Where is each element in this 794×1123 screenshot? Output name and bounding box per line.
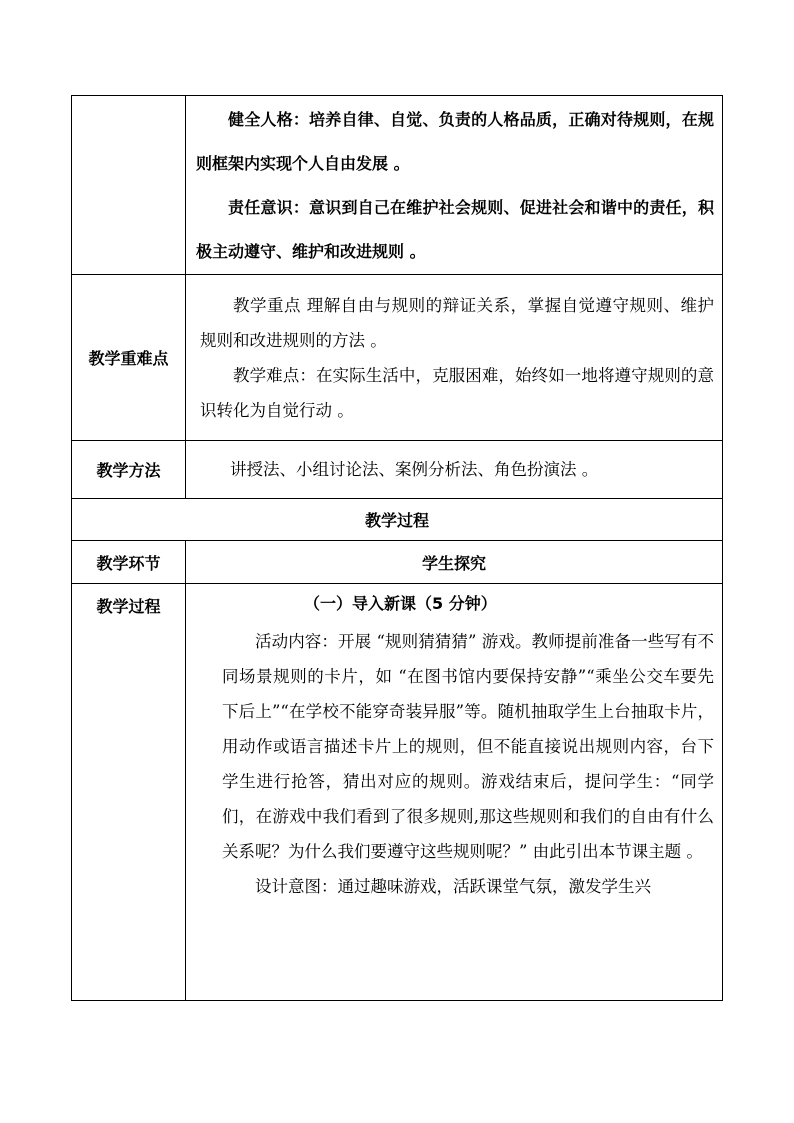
methods-label: 教学方法 — [72, 441, 186, 499]
key-difficulty-paragraph: 教学难点：在实际生活中，克服困难，始终如一地将遵守规则的意识转化为自觉行动 。 — [200, 365, 714, 420]
design-paragraph: 设计意图：通过趣味游戏，活跃课堂气氛，激发学生兴 — [255, 877, 651, 896]
activity-paragraph: 活动内容：开展 “规则猜猜猜” 游戏。教师提前准备一些写有不同场景规则的卡片，如 “在图书馆内要保持安静”“乘坐公交车要先下后上”“在学校不能穿奇装异服”等。随机抽取学生上台抽取卡片，用动作或语言描述卡片上的规则，但不能直接说出规则内容，台下学生进行抢答，猜出对应的规则。游戏结束后，提问学生：“同学们，在游戏中我们看到了很多规则,那这些规则和我们的自由有什么关系呢？为什么我们要遵守这些规则呢？” 由此引出本节课主题 。 — [222, 632, 714, 861]
key-focus-paragraph: 教学重点 理解自由与规则的辩证关系，掌握自觉遵守规则、维护规则和改进规则的方法 。 — [200, 295, 714, 350]
lesson-plan-table — [71, 95, 723, 1001]
methods-content-cell — [186, 441, 723, 499]
table-header-row — [72, 541, 723, 584]
section-title: （一）导入新课（5 分钟） — [304, 594, 497, 613]
process-header: 教学过程 — [72, 499, 723, 541]
key-points-row — [72, 275, 723, 441]
personality-text: 培养自律、自觉、负责的人格品质，正确对待规则，在规则框架内实现个人自由发展 。 — [196, 110, 714, 173]
responsibility-text: 意识到自己在维护社会规则、促进社会和谐中的责任，积极主动遵守、维护和改进规则 。 — [196, 198, 714, 261]
personality-title: 健全人格： — [228, 110, 310, 129]
inquiry-column-header: 学生探究 — [186, 541, 723, 584]
methods-row — [72, 441, 723, 499]
process-row — [72, 584, 723, 1001]
process-header-row — [72, 499, 723, 541]
personality-paragraph — [196, 98, 714, 186]
responsibility-title: 责任意识： — [228, 198, 310, 217]
process-content-cell — [186, 584, 723, 1001]
literacy-row — [72, 96, 723, 275]
literacy-label-cell — [72, 96, 186, 275]
literacy-content-cell — [186, 96, 723, 275]
responsibility-paragraph — [196, 186, 714, 274]
key-points-content-cell — [186, 275, 723, 441]
stage-column-header: 教学环节 — [72, 541, 186, 584]
process-label: 教学过程 — [72, 584, 186, 1001]
key-points-label: 教学重难点 — [72, 275, 186, 441]
methods-text: 讲授法、小组讨论法、案例分析法、角色扮演法 。 — [230, 460, 599, 479]
